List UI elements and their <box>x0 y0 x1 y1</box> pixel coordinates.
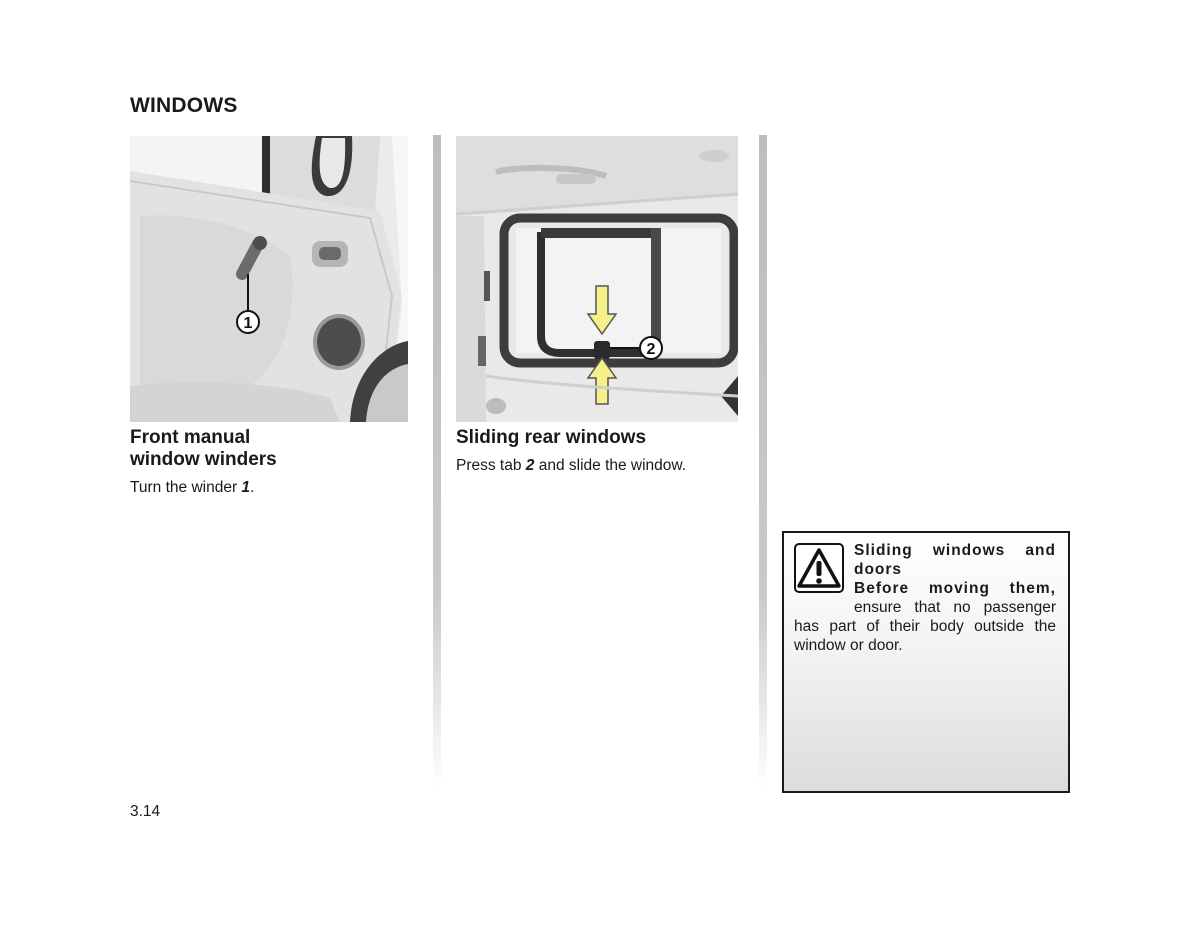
front-winders-heading-line2: window winders <box>130 449 277 470</box>
warning-title: Sliding windows and doors <box>854 542 1056 578</box>
instruction-text: Turn the winder <box>130 479 242 496</box>
warning-text <box>794 541 1056 655</box>
page-number: 3.14 <box>130 803 161 820</box>
callout-2: 2 <box>646 341 656 358</box>
reference-number: 2 <box>525 457 535 474</box>
front-winders-heading <box>130 427 277 471</box>
front-winders-heading-line1: Front manual <box>130 427 251 448</box>
warning-body: ensure that no passenger has part of their body outside the window or door. <box>794 599 1056 654</box>
instruction-text: . <box>250 479 255 496</box>
front-winders-instruction <box>130 478 254 498</box>
warning-lead: Before moving them, <box>854 580 1056 597</box>
instruction-text: and slide the window. <box>534 457 687 474</box>
warning-box <box>782 531 1070 793</box>
page-title: WINDOWS <box>130 94 238 117</box>
sliding-window-figure <box>456 136 738 422</box>
instruction-text: Press tab <box>456 457 526 474</box>
callout-1: 1 <box>243 315 253 332</box>
column-divider <box>759 135 767 790</box>
sliding-windows-instruction <box>456 456 686 476</box>
sliding-windows-heading: Sliding rear windows <box>456 427 647 448</box>
front-door-figure <box>130 136 408 422</box>
column-divider <box>433 135 441 790</box>
reference-number: 1 <box>241 479 251 496</box>
